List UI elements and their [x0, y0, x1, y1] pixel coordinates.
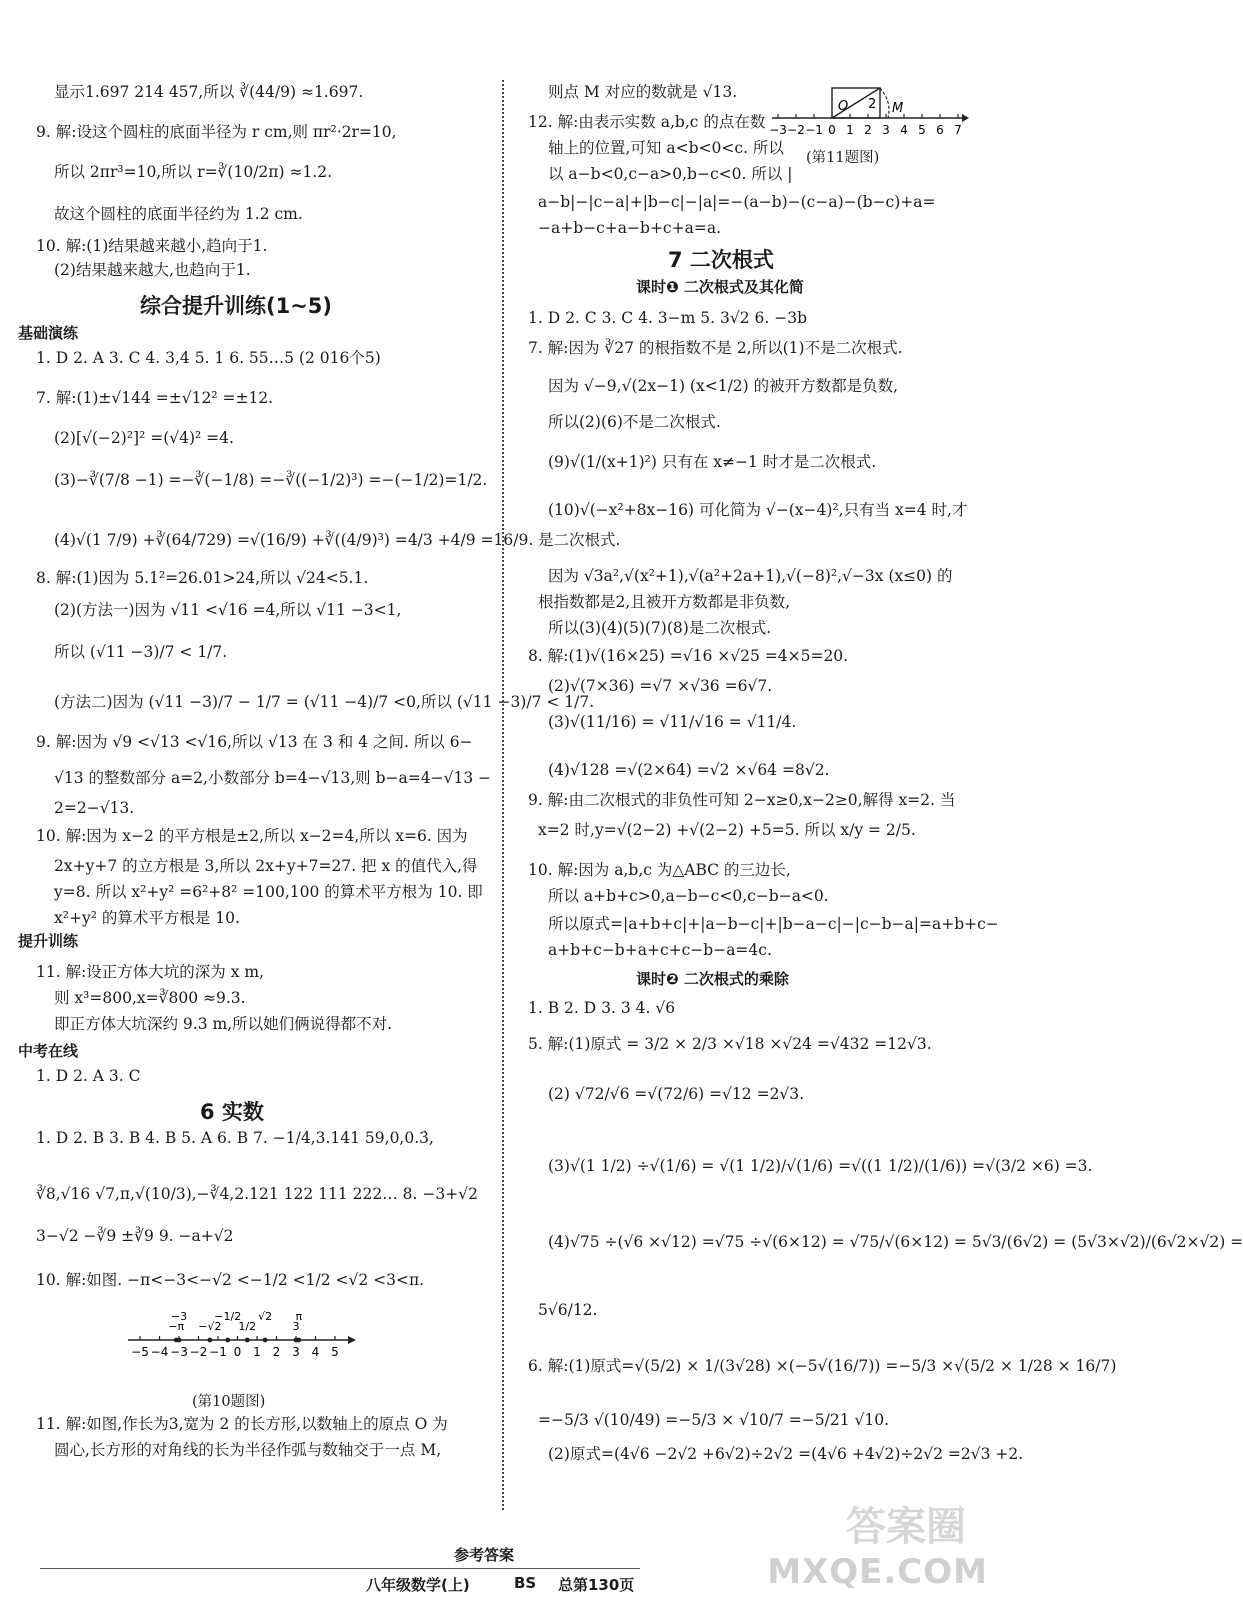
right-answer-line: a+b+c−b+a+c+c−b−a=4c.	[548, 941, 772, 959]
left-answer-line: 10. 解:如图. −π<−3<−√2 <−1/2 <1/2 <√2 <3<π.	[36, 1271, 425, 1289]
figure-11-tick-label: 0	[828, 123, 836, 137]
left-answer-line: 所以 (√11 −3)/7 < 1/7.	[54, 643, 228, 661]
left-answer-line: (2)(方法一)因为 √11 <√16 =4,所以 √11 −3<1,	[54, 601, 402, 619]
figure-10-point	[263, 1338, 268, 1343]
left-answer-line: y=8. 所以 x²+y² =6²+8² =100,100 的算术平方根为 10. 即	[54, 883, 483, 901]
right-answer-line: (4)√75 ÷(√6 ×√12) =√75 ÷√(6×12) = √75/√(6×12) = 5√3/(6√2) = (5√3×√2)/(6√2×√2) =	[548, 1233, 1243, 1251]
figure-10-tick-label: 4	[311, 1345, 320, 1359]
left-answer-line: 9. 解:设这个圆柱的底面半径为 r cm,则 πr²·2r=10,	[36, 123, 397, 141]
right-answer-line: 5√6/12.	[538, 1301, 598, 1319]
figure-11-tick-label: 4	[900, 123, 908, 137]
left-answer-line: 9. 解:因为 √9 <√13 <√16,所以 √13 在 3 和 4 之间. 所以 6−	[36, 733, 473, 751]
left-answer-line: 8. 解:(1)因为 5.1²=26.01>24,所以 √24<5.1.	[36, 569, 369, 587]
left-answer-line: 即正方体大坑深约 9.3 m,所以她们俩说得都不对.	[54, 1015, 393, 1033]
figure-10-tick-label: −2	[189, 1345, 208, 1359]
figure-10-tick-label: −1	[209, 1345, 227, 1359]
right-answer-line: 所以原式=|a+b+c|+|a−b−c|+|b−a−c|−|c−b−a|=a+b+c−	[548, 915, 999, 933]
right-answer-line: (2)原式=(4√6 −2√2 +6√2)÷2√2 =(4√6 +4√2)÷2√2 =2√3 +2.	[548, 1445, 1024, 1463]
figure-10-tick-label: 2	[272, 1345, 281, 1359]
right-answer-line: 根指数都是2,且被开方数都是非负数,	[538, 593, 791, 611]
figure-10-tick-label: 3	[292, 1345, 300, 1359]
right-answer-line: 则点 M 对应的数就是 √13.	[548, 83, 738, 101]
figure-10-caption: (第10题图)	[192, 1394, 266, 1410]
left-answer-line: 1. D 2. A 3. C 4. 3,4 5. 1 6. 55…5 (2 016个5)	[36, 349, 381, 367]
figure-10-point	[177, 1338, 182, 1343]
heading-section-7: 7 二次根式	[668, 248, 774, 272]
left-answer-line: x²+y² 的算术平方根是 10.	[54, 909, 240, 927]
left-answer-line: 10. 解:因为 x−2 的平方根是±2,所以 x−2=4,所以 x=6. 因为	[36, 827, 468, 845]
right-answer-line: x=2 时,y=√(2−2) +√(2−2) +5=5. 所以 x/y = 2/5.	[538, 821, 916, 839]
footer-title: 参考答案	[454, 1546, 515, 1564]
figure-11-point-label: M	[892, 101, 904, 116]
left-answer-line: 则 x³=800,x=∛800 ≈9.3.	[54, 989, 246, 1007]
figure-11-tick-label: −3	[769, 123, 787, 137]
figure-11-tick-label: 6	[936, 123, 944, 137]
figure-11-tick-label: 7	[954, 123, 962, 137]
footer-subject: 八年级数学(上)	[366, 1576, 470, 1594]
figure-10-point	[245, 1338, 250, 1343]
left-answer-line: 2x+y+7 的立方根是 3,所以 2x+y+7=27. 把 x 的值代入,得	[54, 857, 478, 875]
heading-comprehensive: 综合提升训练(1~5)	[140, 294, 333, 318]
footer-rule	[40, 1568, 640, 1569]
right-answer-line: 是二次根式.	[538, 531, 621, 549]
right-answer-line: (2) √72/√6 =√(72/6) =√12 =2√3.	[548, 1085, 805, 1103]
figure-10-tick-label: 0	[233, 1345, 242, 1359]
left-answer-line: 3−√2 −∛9 ±∛9 9. −a+√2	[36, 1227, 234, 1245]
figure-10-point-label: −1/2	[214, 1310, 242, 1323]
figure-11-tick-label: 3	[882, 123, 890, 137]
left-answer-line: √13 的整数部分 a=2,小数部分 b=4−√13,则 b−a=4−√13 −	[54, 769, 492, 787]
right-answer-line: 6. 解:(1)原式=√(5/2) × 1/(3√28) ×(−5√(16/7)) =−5/3 ×√(5/2 × 1/28 × 16/7)	[528, 1357, 1117, 1375]
figure-11-width-label: 2	[868, 97, 877, 112]
left-answer-line: (方法二)因为 (√11 −3)/7 − 1/7 = (√11 −4)/7 <0,所以 (√11 −3)/7 < 1/7.	[54, 693, 595, 711]
figure-11-tick-label: 2	[864, 123, 872, 137]
right-answer-line: 10. 解:因为 a,b,c 为△ABC 的三边长,	[528, 861, 791, 879]
right-answer-line: 8. 解:(1)√(16×25) =√16 ×√25 =4×5=20.	[528, 647, 849, 665]
left-answer-line: 显示1.697 214 457,所以 ∛(44/9) ≈1.697.	[54, 83, 364, 101]
figure-11-tick-label: −2	[787, 123, 805, 137]
left-answer-line: 2=2−√13.	[54, 799, 135, 817]
right-answer-line: 以 a−b<0,c−a>0,b−c<0. 所以 |	[548, 165, 793, 183]
figure-10-point	[208, 1338, 213, 1343]
right-answer-line: 因为 √−9,√(2x−1) (x<1/2) 的被开方数都是负数,	[548, 377, 899, 395]
heading-lesson-1: 课时❶ 二次根式及其化简	[636, 278, 804, 296]
figure-10-point-label: √2	[258, 1310, 273, 1323]
right-answer-line: 所以(3)(4)(5)(7)(8)是二次根式.	[548, 619, 772, 637]
right-answer-line: 9. 解:由二次根式的非负性可知 2−x≥0,x−2≥0,解得 x=2. 当	[528, 791, 956, 809]
figure-11-tick-label: 1	[846, 123, 854, 137]
figure-10-number-line	[120, 1300, 360, 1382]
figure-10-point-label: 1/2	[238, 1320, 257, 1333]
right-answer-line: a−b|−|c−a|+|b−c|−|a|=−(a−b)−(c−a)−(b−c)+a=	[538, 193, 936, 211]
right-answer-line: (10)√(−x²+8x−16) 可化简为 √−(x−4)²,只有当 x=4 时,才	[548, 501, 968, 519]
left-answer-line: ∛8,√16 √7,π,√(10/3),−∛4,2.121 122 111 222… 8. −3+√2	[36, 1185, 478, 1203]
heading-advanced: 提升训练	[18, 932, 79, 950]
heading-exam: 中考在线	[18, 1042, 79, 1060]
left-answer-line: 故这个圆柱的底面半径约为 1.2 cm.	[54, 205, 303, 223]
heading-real-numbers: 6 实数	[200, 1100, 264, 1124]
left-answer-line: 11. 解:设正方体大坑的深为 x m,	[36, 963, 265, 981]
right-answer-line: 所以 a+b+c>0,a−b−c<0,c−b−a<0.	[548, 887, 829, 905]
left-answer-line: 1. D 2. B 3. B 4. B 5. A 6. B 7. −1/4,3.141 59,0,0.3̇,	[36, 1129, 434, 1147]
right-answer-line: =−5/3 √(10/49) =−5/3 × √10/7 =−5/21 √10.	[538, 1411, 890, 1429]
figure-10-tick-label: 1	[253, 1345, 261, 1359]
left-answer-line: (2)结果越来越大,也趋向于1.	[54, 261, 251, 279]
figure-11-caption: (第11题图)	[806, 150, 880, 166]
figure-10-tick-label: 5	[331, 1345, 339, 1359]
figure-10-point	[296, 1338, 301, 1343]
left-answer-line: 10. 解:(1)结果越来越小,趋向于1.	[36, 237, 268, 255]
right-answer-line: 12. 解:由表示实数 a,b,c 的点在数	[528, 113, 766, 131]
right-answer-line: (9)√(1/(x+1)²) 只有在 x≠−1 时才是二次根式.	[548, 453, 877, 471]
right-answer-line: 1. D 2. C 3. C 4. 3−m 5. 3√2 6. −3b	[528, 309, 807, 327]
heading-basic: 基础演练	[18, 324, 79, 342]
right-answer-line: (4)√128 =√(2×64) =√2 ×√64 =8√2.	[548, 761, 830, 779]
figure-11-origin-label: O	[838, 99, 849, 114]
left-answer-line: 1. D 2. A 3. C	[36, 1067, 141, 1085]
right-answer-line: (3)√(1 1/2) ÷√(1/6) = √(1 1/2)/√(1/6) =√((1 1/2)/(1/6)) =√(3/2 ×6) =3.	[548, 1157, 1093, 1175]
figure-11-tick-label: 5	[918, 123, 926, 137]
left-answer-line: 圆心,长方形的对角线的长为半径作弧与数轴交于一点 M,	[54, 1441, 442, 1459]
watermark-logo-cn: 答案圈	[846, 1504, 966, 1550]
column-divider	[502, 80, 504, 1510]
left-answer-line: (2)[√(−2)²]² =(√4)² =4.	[54, 429, 234, 447]
footer-page-number: 总第130页	[558, 1576, 635, 1594]
left-answer-line: (3)−∛(7/8 −1) =−∛(−1/8) =−∛((−1/2)³) =−(−1/2)=1/2.	[54, 471, 488, 489]
figure-10-point	[225, 1338, 230, 1343]
figure-10-point-label: −π	[168, 1320, 185, 1333]
figure-11-tick-label: −1	[805, 123, 823, 137]
left-answer-line: (4)√(1 7/9) +∛(64/729) =√(16/9) +∛((4/9)³) =4/3 +4/9 =16/9.	[54, 531, 534, 549]
right-answer-line: (2)√(7×36) =√7 ×√36 =6√7.	[548, 677, 773, 695]
right-answer-line: 5. 解:(1)原式 = 3/2 × 2/3 ×√18 ×√24 =√432 =12√3.	[528, 1035, 932, 1053]
figure-10-tick-label: −5	[131, 1345, 149, 1359]
figure-10-point-label: 3	[292, 1320, 300, 1333]
figure-10-point-label: −√2	[198, 1320, 222, 1333]
right-answer-line: 所以(2)(6)不是二次根式.	[548, 413, 721, 431]
figure-10-point-label: π	[295, 1310, 303, 1323]
heading-lesson-2: 课时❷ 二次根式的乘除	[636, 970, 789, 988]
watermark-logo-en: MXQE.COM	[767, 1552, 988, 1592]
figure-11-number-line	[770, 80, 970, 144]
figure-10-tick-label: −3	[170, 1345, 188, 1359]
right-answer-line: 因为 √3a²,√(x²+1),√(a²+2a+1),√(−8)²,√−3x (x≤0) 的	[548, 567, 953, 585]
footer-edition: BS	[514, 1574, 537, 1592]
left-answer-line: 所以 2πr³=10,所以 r=∛(10/2π) ≈1.2.	[54, 163, 333, 181]
right-answer-line: 7. 解:因为 ∛27 的根指数不是 2,所以(1)不是二次根式.	[528, 339, 903, 357]
right-answer-line: −a+b−c+a−b+c+a=a.	[538, 219, 721, 237]
figure-10-point-label: −3	[170, 1310, 188, 1323]
right-answer-line: 轴上的位置,可知 a<b<0<c. 所以	[548, 139, 784, 157]
left-answer-line: 11. 解:如图,作长为3,宽为 2 的长方形,以数轴上的原点 O 为	[36, 1415, 448, 1433]
right-answer-line: (3)√(11/16) = √11/√16 = √11/4.	[548, 713, 797, 731]
left-answer-line: 7. 解:(1)±√144 =±√12² =±12.	[36, 389, 274, 407]
figure-10-tick-label: −4	[150, 1345, 169, 1359]
right-answer-line: 1. B 2. D 3. 3 4. √6	[528, 999, 676, 1017]
